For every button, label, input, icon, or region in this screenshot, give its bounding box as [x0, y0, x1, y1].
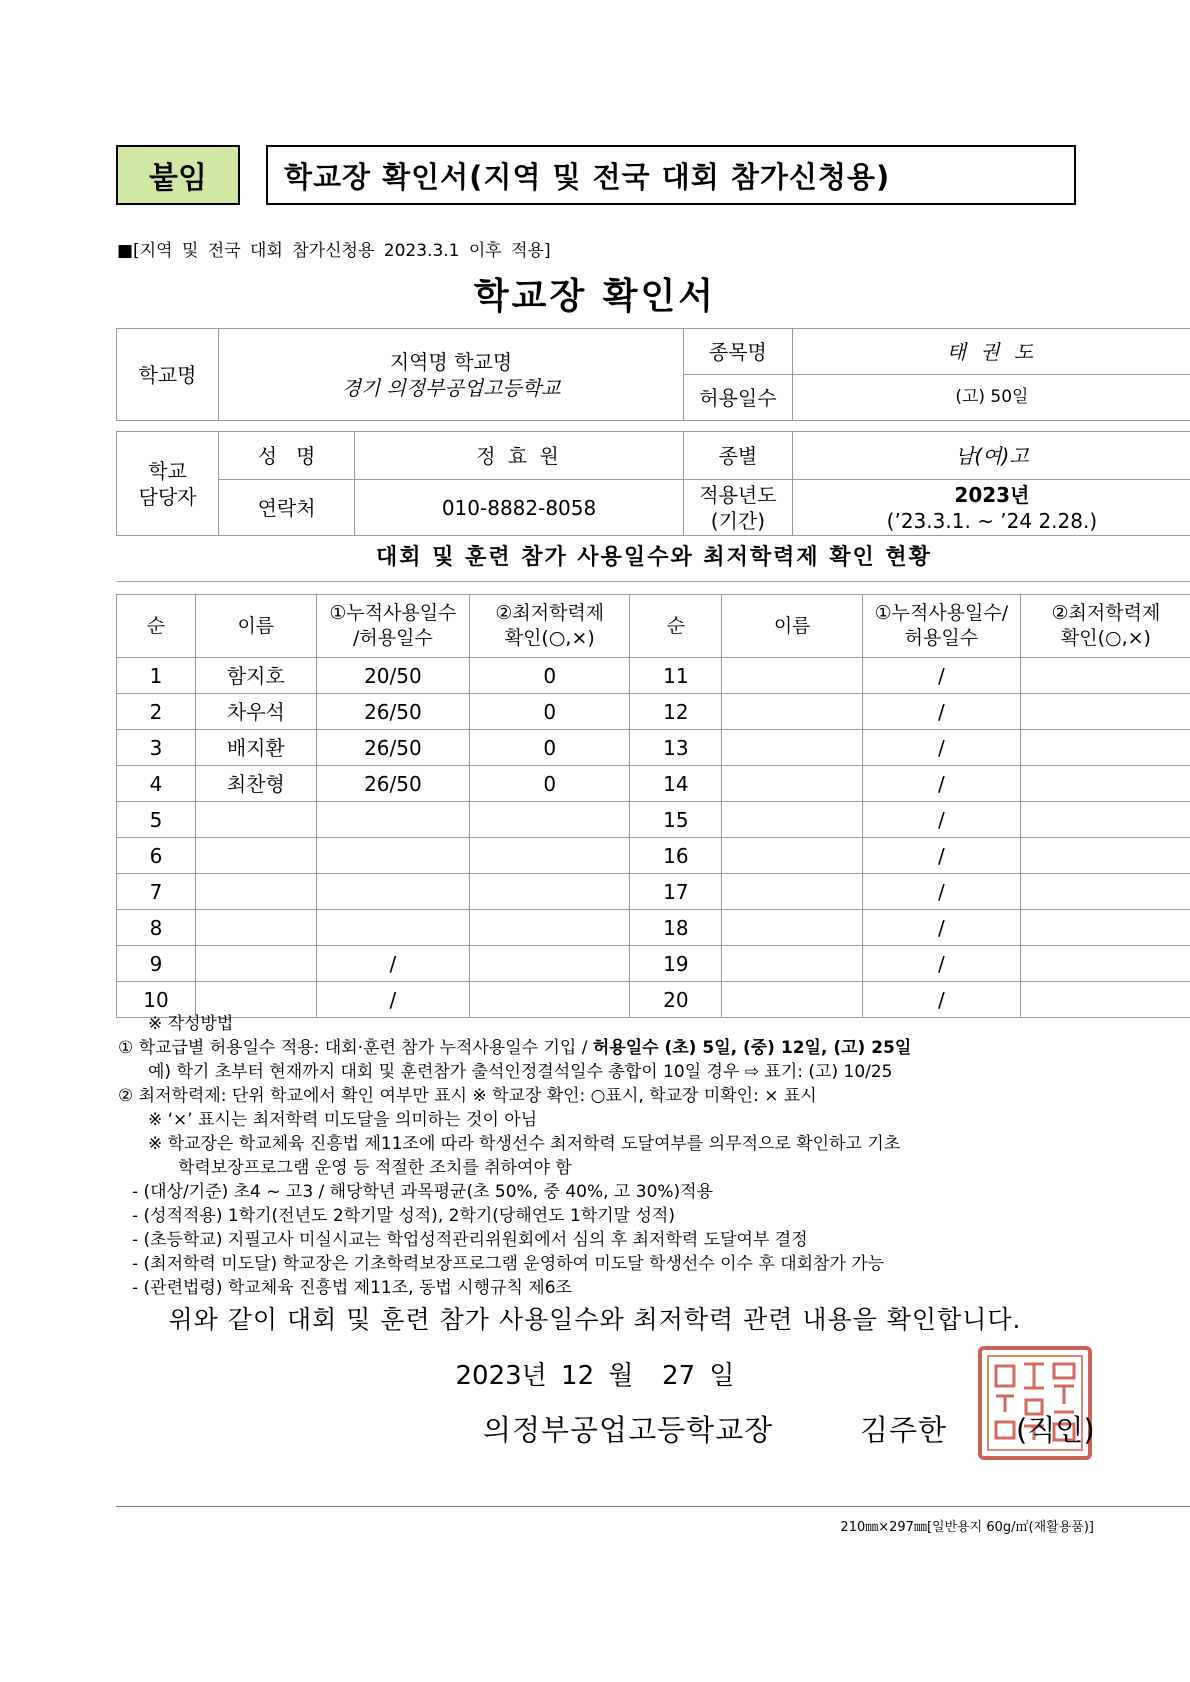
row-used-days: /: [862, 766, 1020, 802]
row-name: [722, 874, 862, 910]
row-used-days: 26/50: [316, 766, 470, 802]
form-applicability-note: ■[지역 및 전국 대회 참가신청용 2023.3.1 이후 적용]: [117, 241, 551, 261]
row-name: 최찬형: [195, 766, 316, 802]
school-info-table: [116, 328, 1190, 582]
row-seq: 5: [117, 802, 196, 838]
row-min-achievement: [470, 874, 630, 910]
header-min-right: [1020, 595, 1190, 658]
instruction-note-2-line1: ※ 학교장은 학교체육 진흥법 제11조에 따라 학생선수 최저학력 도달여부를 의무적으로 확인하고 기초: [148, 1134, 901, 1154]
row-min-achievement: [470, 838, 630, 874]
manager-name-value: 정 효 원: [355, 432, 684, 480]
instruction-bullet: - (최저학력 미도달) 학교장은 기초학력보장프로그램 운영하여 미도달 학생선수 이수 후 대회참가 가능: [132, 1254, 885, 1274]
row-seq: 13: [630, 730, 722, 766]
row-seq: 11: [630, 658, 722, 694]
row-seq: 18: [630, 910, 722, 946]
instruction-bullet: - (관련법령) 학교체육 진흥법 제11조, 동법 시행규칙 제6조: [132, 1278, 572, 1298]
row-min-achievement: 0: [470, 658, 630, 694]
instruction-item-1-text: ① 학교급별 허용일수 적용: 대회·훈련 참가 누적사용일수 기입 /: [118, 1038, 593, 1058]
instruction-item-1: [118, 1036, 1118, 1060]
status-section-title: 대회 및 훈련 참가 사용일수와 최저학력제 확인 현황: [117, 536, 1190, 582]
row-used-days: /: [862, 838, 1020, 874]
spacer: [117, 421, 1190, 432]
school-label: 학교명: [117, 329, 219, 421]
row-seq: 14: [630, 766, 722, 802]
instruction-item-1-example: 예) 학기 초부터 현재까지 대회 및 훈련참가 출석인정결석일수 총합이 10일 경우 ⇨ 표기: (고) 10/25: [148, 1062, 893, 1082]
row-used-days: /: [316, 982, 470, 1018]
row-name: [195, 946, 316, 982]
header-min-right-line2: 확인(○,×): [1060, 627, 1151, 649]
header-name-right: 이름: [722, 595, 862, 658]
row-min-achievement: 0: [470, 730, 630, 766]
row-min-achievement: [470, 802, 630, 838]
instruction-bullet: - (성적적용) 1학기(전년도 2학기말 성적), 2학기(당해연도 1학기말 성적): [132, 1206, 675, 1226]
category-label: 종별: [683, 432, 792, 480]
table-row: [117, 694, 1190, 730]
row-name: 차우석: [195, 694, 316, 730]
paper-spec-footer: 210㎜×297㎜[일반용지 60g/㎡(재활용품)]: [840, 1520, 1094, 1535]
row-name: [195, 838, 316, 874]
row-used-days: [316, 838, 470, 874]
row-min-achievement: [470, 910, 630, 946]
header-name-left: 이름: [195, 595, 316, 658]
row-min-achievement: 0: [470, 766, 630, 802]
row-name: [722, 658, 862, 694]
instructions: [118, 1012, 1118, 1300]
instruction-item-2: ② 최저학력제: 단위 학교에서 확인 여부만 표시 ※ 학교장 확인: ○표시, 학교장 미확인: × 표시: [118, 1086, 817, 1106]
category-value: 남(여)고: [792, 432, 1190, 480]
header-used-left-line2: /허용일수: [352, 627, 433, 649]
apply-year-label: [683, 480, 792, 536]
manager-label: [117, 432, 219, 536]
row-name: [722, 694, 862, 730]
row-name: [722, 802, 862, 838]
row-min-achievement: 0: [470, 694, 630, 730]
row-used-days: /: [862, 694, 1020, 730]
header-used-left-line1: ①누적사용일수: [329, 602, 457, 625]
row-min-achievement: [1020, 730, 1190, 766]
row-seq: 16: [630, 838, 722, 874]
row-seq: 9: [117, 946, 196, 982]
row-used-days: /: [862, 802, 1020, 838]
row-name: [195, 802, 316, 838]
seal-label: (직인): [1016, 1413, 1095, 1447]
allowed-days-value: (고) 50일: [792, 375, 1190, 421]
row-used-days: /: [862, 946, 1020, 982]
row-used-days: /: [862, 982, 1020, 1018]
school-region-sublabel: 지역명 학교명: [389, 349, 513, 374]
row-name: [722, 946, 862, 982]
table-row: [117, 874, 1190, 910]
row-used-days: [316, 802, 470, 838]
header-used-right: [862, 595, 1020, 658]
manager-label-line1: 학교: [148, 458, 187, 483]
row-used-days: /: [862, 730, 1020, 766]
row-used-days: /: [862, 658, 1020, 694]
apply-year-value: [792, 480, 1190, 536]
row-min-achievement: [1020, 910, 1190, 946]
row-name: [722, 838, 862, 874]
table-row: [117, 730, 1190, 766]
row-name: [722, 766, 862, 802]
row-seq: 6: [117, 838, 196, 874]
row-min-achievement: [1020, 874, 1190, 910]
table-row: [117, 838, 1190, 874]
row-name: [195, 874, 316, 910]
instruction-note-2-line2: 학력보장프로그램 운영 등 적절한 조치를 취하여야 함: [178, 1158, 572, 1178]
instruction-bullet: - (초등학교) 지필고사 미실시교는 학업성적관리위원회에서 심의 후 최저학력 도달여부 결정: [132, 1230, 808, 1250]
row-used-days: 20/50: [316, 658, 470, 694]
table-row: [117, 766, 1190, 802]
apply-year: 2023년: [954, 482, 1030, 507]
row-name: 배지환: [195, 730, 316, 766]
manager-contact-value: 010-8882-8058: [355, 480, 684, 536]
signer-school: 의정부공업고등학교장: [483, 1413, 774, 1447]
athlete-status-table: [116, 594, 1190, 1018]
sport-value: 태 권 도: [792, 329, 1190, 375]
instruction-bullet: - (대상/기준) 초4 ~ 고3 / 해당학년 과목평균(초 50%, 중 40%, 고 30%)적용: [132, 1182, 714, 1202]
row-name: [722, 910, 862, 946]
header-min-right-line1: ②최저학력제: [1051, 602, 1161, 625]
row-seq: 10: [117, 982, 196, 1018]
apply-year-label-line1: 적용년도: [699, 482, 777, 507]
row-used-days: 26/50: [316, 730, 470, 766]
row-seq: 3: [117, 730, 196, 766]
confirmation-statement: 위와 같이 대회 및 훈련 참가 사용일수와 최저학력 관련 내용을 확인합니다.: [168, 1305, 1022, 1334]
header-seq-right: 순: [630, 595, 722, 658]
form-title: 학교장 확인서: [473, 276, 717, 317]
row-seq: 1: [117, 658, 196, 694]
school-name-cell: [219, 329, 684, 421]
row-min-achievement: [1020, 694, 1190, 730]
attachment-badge: 붙임: [116, 145, 240, 205]
header-min-left: [470, 595, 630, 658]
row-seq: 19: [630, 946, 722, 982]
allowed-days-label: 허용일수: [683, 375, 792, 421]
header-min-left-line1: ②최저학력제: [495, 602, 605, 625]
row-min-achievement: [1020, 838, 1190, 874]
row-used-days: 26/50: [316, 694, 470, 730]
row-seq: 7: [117, 874, 196, 910]
apply-year-label-line2: (기간): [710, 508, 766, 533]
row-seq: 12: [630, 694, 722, 730]
row-used-days: /: [862, 910, 1020, 946]
confirmation-date: 2023년 12 월 27 일: [455, 1361, 735, 1391]
row-seq: 17: [630, 874, 722, 910]
row-seq: 20: [630, 982, 722, 1018]
athlete-rows: [117, 658, 1190, 1018]
manager-name-label: 성 명: [219, 432, 355, 480]
instruction-item-1-bold: 허용일수 (초) 5일, (중) 12일, (고) 25일: [592, 1038, 912, 1058]
header-seq-left: 순: [117, 595, 196, 658]
instruction-bullets: [118, 1180, 1118, 1300]
instructions-heading: ※ 작성방법: [148, 1014, 234, 1034]
row-used-days: /: [862, 874, 1020, 910]
table-row: [117, 658, 1190, 694]
manager-label-line2: 담당자: [138, 484, 197, 509]
row-name: 함지호: [195, 658, 316, 694]
row-min-achievement: [1020, 658, 1190, 694]
row-seq: 4: [117, 766, 196, 802]
manager-contact-label: 연락처: [219, 480, 355, 536]
row-used-days: /: [316, 946, 470, 982]
row-min-achievement: [1020, 802, 1190, 838]
document-header-title: 학교장 확인서(지역 및 전국 대회 참가신청용): [266, 145, 1076, 205]
sport-label: 종목명: [683, 329, 792, 375]
header-used-left: [316, 595, 470, 658]
school-name-value: 경기 의정부공업고등학교: [341, 375, 561, 400]
instruction-note-1: ※ ‘×’ 표시는 최저학력 미도달을 의미하는 것이 아님: [148, 1110, 538, 1130]
row-seq: 15: [630, 802, 722, 838]
row-min-achievement: [1020, 946, 1190, 982]
principal-name: 김주한: [860, 1413, 948, 1447]
header-used-right-line1: ①누적사용일수/: [874, 602, 1009, 625]
header-used-right-line2: 허용일수: [904, 627, 979, 649]
header-min-left-line2: 확인(○,×): [504, 627, 595, 649]
row-seq: 8: [117, 910, 196, 946]
footer-divider: [116, 1506, 1190, 1507]
table-row: [117, 910, 1190, 946]
table-row: [117, 802, 1190, 838]
table-row: [117, 946, 1190, 982]
row-min-achievement: [470, 946, 630, 982]
row-name: [195, 910, 316, 946]
row-used-days: [316, 910, 470, 946]
row-seq: 2: [117, 694, 196, 730]
row-used-days: [316, 874, 470, 910]
row-min-achievement: [1020, 766, 1190, 802]
row-name: [722, 730, 862, 766]
apply-period: (’23.3.1. ~ ’24 2.28.): [886, 508, 1098, 533]
